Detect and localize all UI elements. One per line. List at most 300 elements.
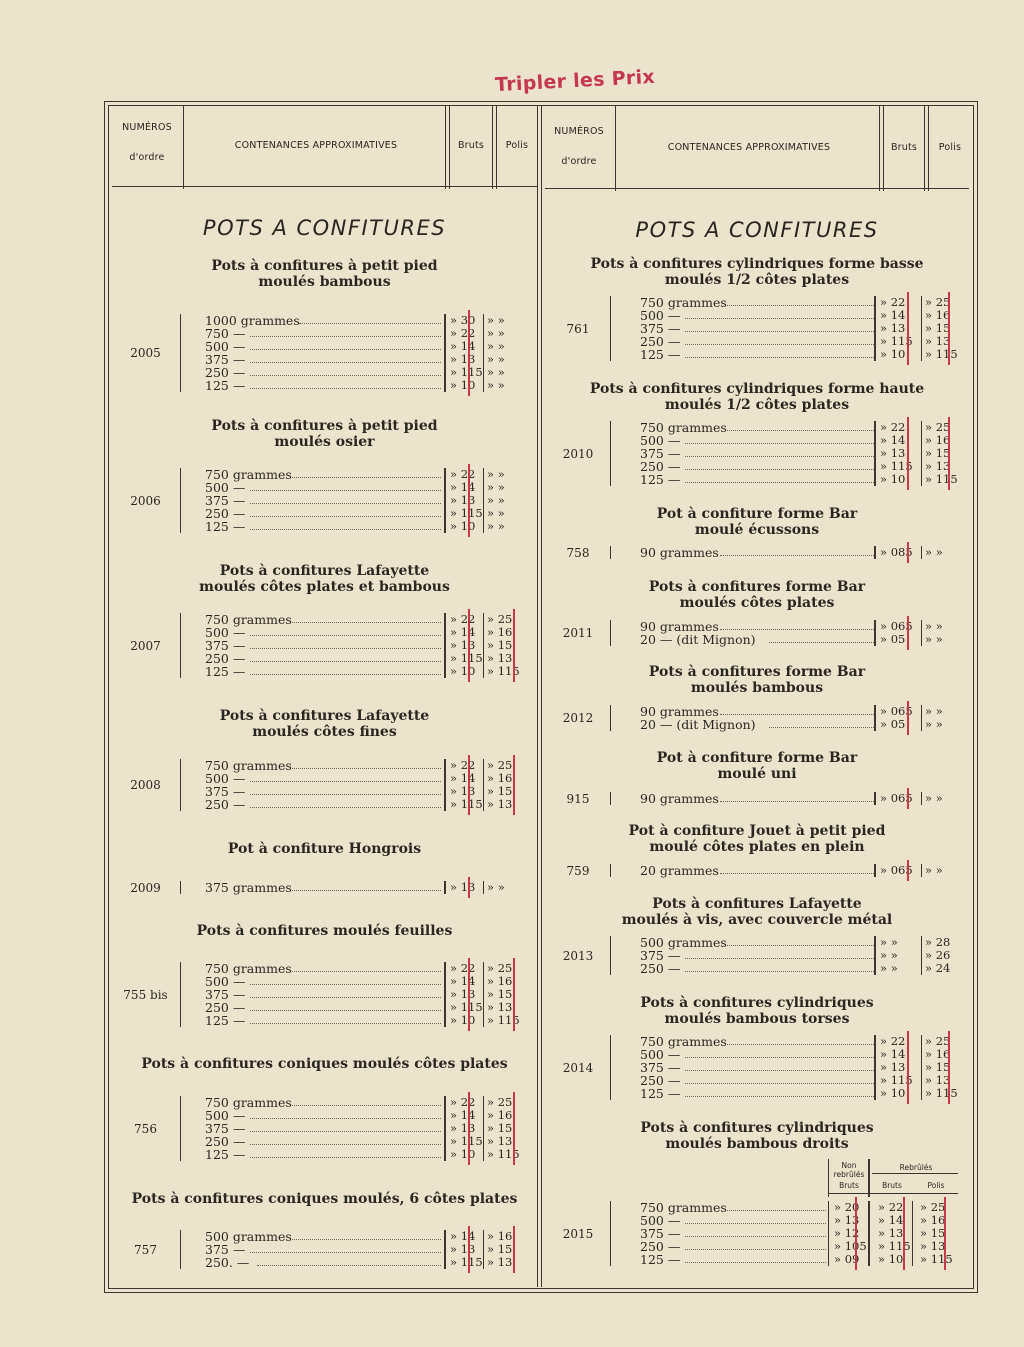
price-separator — [874, 473, 876, 486]
price-bruts: » 13 — [450, 638, 476, 652]
price-non-rebrule-bruts: » 13 — [834, 1213, 860, 1227]
price-bruts: » 22 — [450, 326, 476, 340]
capacity-label: 20 — (dit Mignon) — [640, 632, 756, 647]
dot-leader — [685, 443, 874, 444]
price-bruts: » 14 — [450, 480, 476, 494]
price-polis: » 115 — [487, 1013, 520, 1027]
dot-leader — [292, 768, 441, 769]
price-separator — [874, 620, 876, 633]
brace-bracket — [610, 546, 611, 559]
price-separator — [874, 792, 876, 805]
price-non-rebrule-bruts: » 09 — [834, 1252, 860, 1266]
order-number: 759 — [566, 863, 590, 878]
price-separator — [921, 546, 922, 559]
capacity-label: 500 — — [640, 433, 681, 448]
price-polis: » 13 — [925, 459, 951, 473]
price-separator — [483, 665, 484, 678]
price-polis: » 16 — [925, 1047, 951, 1061]
price-polis: » » — [487, 352, 505, 366]
price-polis: » » — [925, 791, 943, 805]
price-separator — [921, 633, 922, 646]
price-separator — [921, 1061, 922, 1074]
price-bruts: » 14 — [880, 1047, 906, 1061]
capacity-label: 750 grammes — [205, 1095, 292, 1110]
capacity-label: 250 — — [640, 1239, 681, 1254]
header-bruts: Bruts — [457, 140, 485, 151]
price-separator — [874, 1074, 876, 1087]
header-rule — [112, 186, 537, 187]
capacity-label: 500 — — [205, 771, 246, 786]
red-strike-mark — [907, 1031, 909, 1104]
brace-bracket — [610, 421, 611, 486]
red-strike-mark — [468, 1226, 470, 1273]
price-separator — [828, 1240, 829, 1253]
product-title: Pots à confitures forme Bar — [648, 579, 866, 595]
capacity-label: 750 grammes — [640, 1034, 727, 1049]
dot-leader — [727, 945, 874, 946]
capacity-label: 375 — — [205, 1242, 246, 1257]
capacity-label: 750 grammes — [640, 295, 727, 310]
capacity-label: 125 — — [205, 1013, 246, 1028]
dot-leader — [292, 1105, 441, 1106]
price-bruts: » 13 — [450, 987, 476, 1001]
dot-leader — [720, 629, 874, 630]
header-non: Non — [841, 1161, 857, 1170]
dot-leader — [685, 971, 874, 972]
capacity-label: 20 grammes — [640, 863, 719, 878]
dot-leader — [685, 1236, 826, 1237]
price-separator — [444, 652, 446, 665]
dot-leader — [292, 622, 441, 623]
price-separator — [874, 460, 876, 473]
price-separator — [483, 340, 484, 353]
red-strike-mark — [948, 417, 950, 490]
product-subtitle: moulés côtes plates — [679, 595, 835, 611]
price-separator — [874, 962, 876, 975]
dot-leader — [769, 727, 874, 728]
price-separator — [921, 296, 922, 309]
red-strike-mark — [468, 464, 470, 537]
price-separator — [483, 759, 484, 772]
red-strike-mark — [907, 292, 909, 365]
price-polis: » 13 — [925, 1073, 951, 1087]
dot-leader — [250, 997, 441, 998]
dot-leader — [685, 344, 874, 345]
brace-bracket — [610, 620, 611, 646]
price-polis: » 115 — [925, 472, 958, 486]
capacity-label: 375 — — [205, 638, 246, 653]
dot-leader — [685, 482, 874, 483]
capacity-label: 90 grammes — [640, 791, 719, 806]
product-subtitle: moulés osier — [274, 434, 375, 450]
brace-bracket — [180, 1096, 181, 1161]
price-polis: » » — [487, 506, 505, 520]
capacity-label: 750 grammes — [640, 420, 727, 435]
price-separator — [444, 1096, 446, 1109]
price-bruts: » 10 — [880, 472, 906, 486]
price-separator — [483, 1014, 484, 1027]
price-non-rebrule-bruts: » 105 — [834, 1239, 867, 1253]
capacity-label: 500 — — [205, 974, 246, 989]
red-strike-mark — [907, 542, 909, 563]
price-separator — [921, 949, 922, 962]
price-bruts: » 05 — [880, 717, 906, 731]
price-polis: » 25 — [487, 961, 513, 975]
price-polis: » 25 — [925, 1034, 951, 1048]
price-polis: » 15 — [925, 1060, 951, 1074]
price-polis: » » — [487, 339, 505, 353]
dot-leader — [720, 873, 874, 874]
price-polis: » 16 — [487, 1229, 513, 1243]
capacity-label: 250 — — [205, 651, 246, 666]
dot-leader — [250, 794, 441, 795]
price-bruts: » 14 — [450, 1108, 476, 1122]
price-separator — [912, 1201, 913, 1214]
product-subtitle: moulés bambous torses — [664, 1011, 850, 1027]
price-polis: » 115 — [487, 1147, 520, 1161]
price-separator — [921, 1074, 922, 1087]
price-separator — [868, 1201, 870, 1214]
price-separator — [828, 1253, 829, 1266]
price-separator — [483, 1096, 484, 1109]
price-bruts: » 13 — [450, 1242, 476, 1256]
price-separator — [921, 434, 922, 447]
price-separator — [444, 366, 446, 379]
dot-leader — [250, 490, 441, 491]
dot-leader — [720, 801, 874, 802]
header-rule — [828, 1193, 958, 1194]
dot-leader — [727, 430, 874, 431]
price-separator — [483, 1109, 484, 1122]
order-number: 2009 — [130, 880, 161, 895]
product-title: Pots à confitures à petit pied — [211, 418, 438, 434]
price-polis: » 13 — [487, 651, 513, 665]
header-rule — [872, 1173, 958, 1174]
price-bruts: » 115 — [450, 1000, 483, 1014]
price-bruts: » 115 — [880, 334, 913, 348]
dot-leader — [685, 1070, 874, 1071]
header-rebrules: rebrûlés — [833, 1170, 865, 1179]
price-separator — [483, 314, 484, 327]
capacity-label: 750 grammes — [205, 467, 292, 482]
capacity-label: 125 — — [640, 472, 681, 487]
dot-leader — [685, 469, 874, 470]
price-separator — [921, 460, 922, 473]
price-separator — [444, 520, 446, 533]
capacity-label: 375 — — [205, 1121, 246, 1136]
dot-leader — [250, 388, 441, 389]
price-polis: » » — [925, 619, 943, 633]
price-separator — [921, 1035, 922, 1048]
price-polis: » » — [487, 313, 505, 327]
price-separator — [444, 379, 446, 392]
price-bruts: » 22 — [880, 1034, 906, 1048]
price-bruts: » 14 — [450, 1229, 476, 1243]
price-bruts: » 13 — [880, 1060, 906, 1074]
product-subtitle: moulés bambous — [258, 274, 391, 290]
price-separator — [444, 1230, 446, 1243]
price-non-rebrule-bruts: » 20 — [834, 1200, 860, 1214]
price-separator — [868, 1253, 870, 1266]
dot-leader — [685, 958, 874, 959]
price-polis: » 28 — [925, 935, 951, 949]
header-bruts: Bruts — [890, 142, 918, 153]
price-bruts: » 10 — [450, 519, 476, 533]
price-polis: » 115 — [487, 664, 520, 678]
dot-leader — [769, 642, 874, 643]
price-bruts: » 13 — [450, 880, 476, 894]
dot-leader — [685, 1223, 826, 1224]
price-separator — [874, 705, 876, 718]
price-polis: » 15 — [920, 1226, 946, 1240]
price-polis: » 115 — [920, 1252, 953, 1266]
order-number: 2005 — [130, 346, 161, 360]
order-number: 2014 — [562, 1060, 594, 1075]
price-separator — [868, 1214, 870, 1227]
red-strike-mark — [468, 877, 470, 898]
product-title: Pots à confitures cylindriques forme haute — [589, 381, 925, 397]
price-separator — [874, 447, 876, 460]
price-separator — [444, 468, 446, 481]
capacity-label: 375 — — [205, 493, 246, 508]
order-number: 761 — [566, 321, 590, 336]
capacity-label: 250 — — [640, 961, 681, 976]
price-separator — [874, 949, 876, 962]
price-bruts: » 10 — [880, 347, 906, 361]
price-separator — [483, 366, 484, 379]
capacity-label: 250 — — [205, 365, 246, 380]
order-number: 755 bis — [123, 987, 168, 1002]
dot-leader — [727, 1044, 874, 1045]
capacity-label: 375 — — [640, 446, 681, 461]
price-polis: » 25 — [925, 295, 951, 309]
price-separator — [444, 772, 446, 785]
price-separator — [874, 546, 876, 559]
brace-bracket — [180, 962, 181, 1027]
red-strike-mark — [944, 1197, 946, 1270]
brace-bracket — [610, 296, 611, 361]
product-title: Pots à confitures Lafayette — [219, 563, 430, 579]
order-number: 2015 — [562, 1226, 594, 1241]
price-bruts: » 14 — [450, 974, 476, 988]
capacity-label: 125 — — [205, 1147, 246, 1162]
capacity-label: 500 — — [640, 308, 681, 323]
price-separator — [921, 936, 922, 949]
red-strike-mark — [468, 1092, 470, 1165]
price-bruts: » 13 — [450, 493, 476, 507]
price-separator — [483, 327, 484, 340]
dot-leader — [257, 1265, 441, 1266]
dot-leader — [292, 890, 441, 891]
price-bruts: » 13 — [878, 1226, 904, 1240]
price-separator — [921, 864, 922, 877]
dot-leader — [727, 305, 874, 306]
red-strike-mark — [903, 1197, 905, 1270]
red-strike-mark — [907, 788, 909, 809]
dot-leader — [685, 1096, 874, 1097]
price-polis: » » — [487, 378, 505, 392]
dot-leader — [299, 323, 441, 324]
price-polis: » 15 — [487, 1242, 513, 1256]
price-polis: » » — [925, 545, 943, 559]
capacity-label: 375 — — [205, 987, 246, 1002]
dot-leader — [250, 1157, 441, 1158]
price-bruts: » 065 — [880, 704, 913, 718]
capacity-label: 500 — — [205, 480, 246, 495]
price-polis: » » — [487, 880, 505, 894]
price-separator — [921, 705, 922, 718]
price-separator — [483, 1001, 484, 1014]
price-polis: » 13 — [920, 1239, 946, 1253]
price-separator — [444, 1135, 446, 1148]
price-polis: » 25 — [487, 1095, 513, 1109]
price-separator — [483, 881, 484, 894]
capacity-label: 250 — — [205, 797, 246, 812]
price-polis: » » — [925, 704, 943, 718]
price-separator — [444, 759, 446, 772]
price-bruts: » 115 — [450, 1134, 483, 1148]
price-bruts: » 14 — [880, 433, 906, 447]
dot-leader — [250, 661, 441, 662]
capacity-label: 375 — — [640, 1060, 681, 1075]
dot-leader — [720, 714, 874, 715]
price-separator — [874, 1035, 876, 1048]
price-separator — [921, 620, 922, 633]
price-polis: » 15 — [487, 784, 513, 798]
price-bruts: » 22 — [450, 758, 476, 772]
product-subtitle: moulés bambous — [690, 680, 824, 696]
price-polis: » 13 — [487, 1134, 513, 1148]
price-bruts: » 115 — [450, 365, 483, 379]
price-separator — [874, 1048, 876, 1061]
price-bruts: » » — [880, 935, 898, 949]
header-polis: Polis — [927, 1181, 945, 1190]
price-separator — [444, 962, 446, 975]
dot-leader — [685, 1083, 874, 1084]
price-non-rebrule-bruts: » 12 — [834, 1226, 860, 1240]
price-polis: » 25 — [920, 1200, 946, 1214]
price-separator — [444, 665, 446, 678]
capacity-label: 750 grammes — [205, 758, 292, 773]
right-section-title: POTS A CONFITURES — [635, 218, 879, 242]
price-separator — [444, 1109, 446, 1122]
price-bruts: » 22 — [450, 1095, 476, 1109]
product-subtitle: moulés 1/2 côtes plates — [664, 272, 850, 288]
price-separator — [828, 1214, 829, 1227]
price-separator — [483, 772, 484, 785]
price-separator — [444, 1014, 446, 1027]
price-bruts: » 13 — [450, 1121, 476, 1135]
price-bruts: » 22 — [450, 467, 476, 481]
capacity-label: 90 grammes — [640, 619, 719, 634]
price-bruts: » 13 — [880, 446, 906, 460]
price-polis: » 115 — [925, 347, 958, 361]
red-strike-mark — [948, 1031, 950, 1104]
dot-leader — [292, 477, 441, 478]
product-subtitle: moulés côtes plates et bambous — [199, 579, 450, 595]
red-strike-mark — [468, 755, 470, 815]
order-number: 758 — [566, 545, 590, 560]
dot-leader — [727, 1210, 826, 1211]
price-separator — [912, 1253, 913, 1266]
red-strike-mark — [468, 958, 470, 1031]
column-divider — [541, 105, 542, 1287]
red-strike-mark — [513, 1226, 515, 1273]
header-numeros: NUMÉROS — [554, 126, 604, 137]
price-separator — [874, 434, 876, 447]
product-title: Pots à confitures Lafayette — [652, 896, 862, 912]
price-separator — [444, 353, 446, 366]
price-polis: » 13 — [487, 797, 513, 811]
price-polis: » » — [925, 632, 943, 646]
dot-leader — [250, 674, 441, 675]
price-separator — [921, 309, 922, 322]
product-title: Pots à confitures Lafayette — [219, 708, 430, 724]
red-strike-mark — [468, 609, 470, 682]
header-col-line — [615, 105, 616, 191]
dot-leader — [250, 503, 441, 504]
price-separator — [444, 613, 446, 626]
price-bruts: » 115 — [450, 651, 483, 665]
price-separator — [921, 962, 922, 975]
red-strike-mark — [513, 609, 515, 682]
price-polis: » 25 — [487, 612, 513, 626]
header-bruts: Bruts — [839, 1181, 859, 1190]
brace-bracket — [180, 759, 181, 811]
price-separator — [874, 718, 876, 731]
header-separator — [868, 1159, 870, 1197]
product-title: Pots à confitures cylindriques — [640, 1120, 874, 1136]
price-polis: » 25 — [925, 420, 951, 434]
red-strike-mark — [513, 1092, 515, 1165]
header-contenances: CONTENANCES APPROXIMATIVES — [234, 140, 398, 151]
price-bruts: » » — [880, 948, 898, 962]
order-number: 756 — [134, 1121, 157, 1136]
price-separator — [828, 1201, 829, 1214]
brace-bracket — [610, 1201, 611, 1266]
price-separator — [444, 1122, 446, 1135]
product-subtitle: moulés côtes fines — [252, 724, 397, 740]
dot-leader — [685, 318, 874, 319]
price-separator — [444, 881, 446, 894]
brace-bracket — [610, 936, 611, 975]
capacity-label: 250 — — [205, 506, 246, 521]
price-bruts: » 115 — [880, 459, 913, 473]
price-separator — [921, 473, 922, 486]
price-separator — [874, 421, 876, 434]
order-number: 2011 — [562, 626, 594, 640]
price-polis: » » — [925, 863, 943, 877]
order-number: 2007 — [130, 638, 161, 653]
price-separator — [483, 1256, 484, 1269]
dot-leader — [685, 1249, 826, 1250]
price-separator — [444, 314, 446, 327]
price-bruts: » 14 — [878, 1213, 904, 1227]
price-separator — [444, 507, 446, 520]
product-subtitle: moulés à vis, avec couvercle métal — [621, 912, 893, 928]
price-separator — [868, 1227, 870, 1240]
price-bruts: » 115 — [450, 797, 483, 811]
price-separator — [483, 353, 484, 366]
dot-leader — [250, 984, 441, 985]
order-number: 2013 — [562, 948, 594, 963]
product-subtitle: moulé écussons — [694, 522, 820, 538]
capacity-label: 250 — — [205, 1000, 246, 1015]
red-strike-mark — [907, 860, 909, 881]
dot-leader — [250, 1023, 441, 1024]
header-rebrules-group: Rebrûlés — [899, 1163, 933, 1172]
price-separator — [921, 447, 922, 460]
